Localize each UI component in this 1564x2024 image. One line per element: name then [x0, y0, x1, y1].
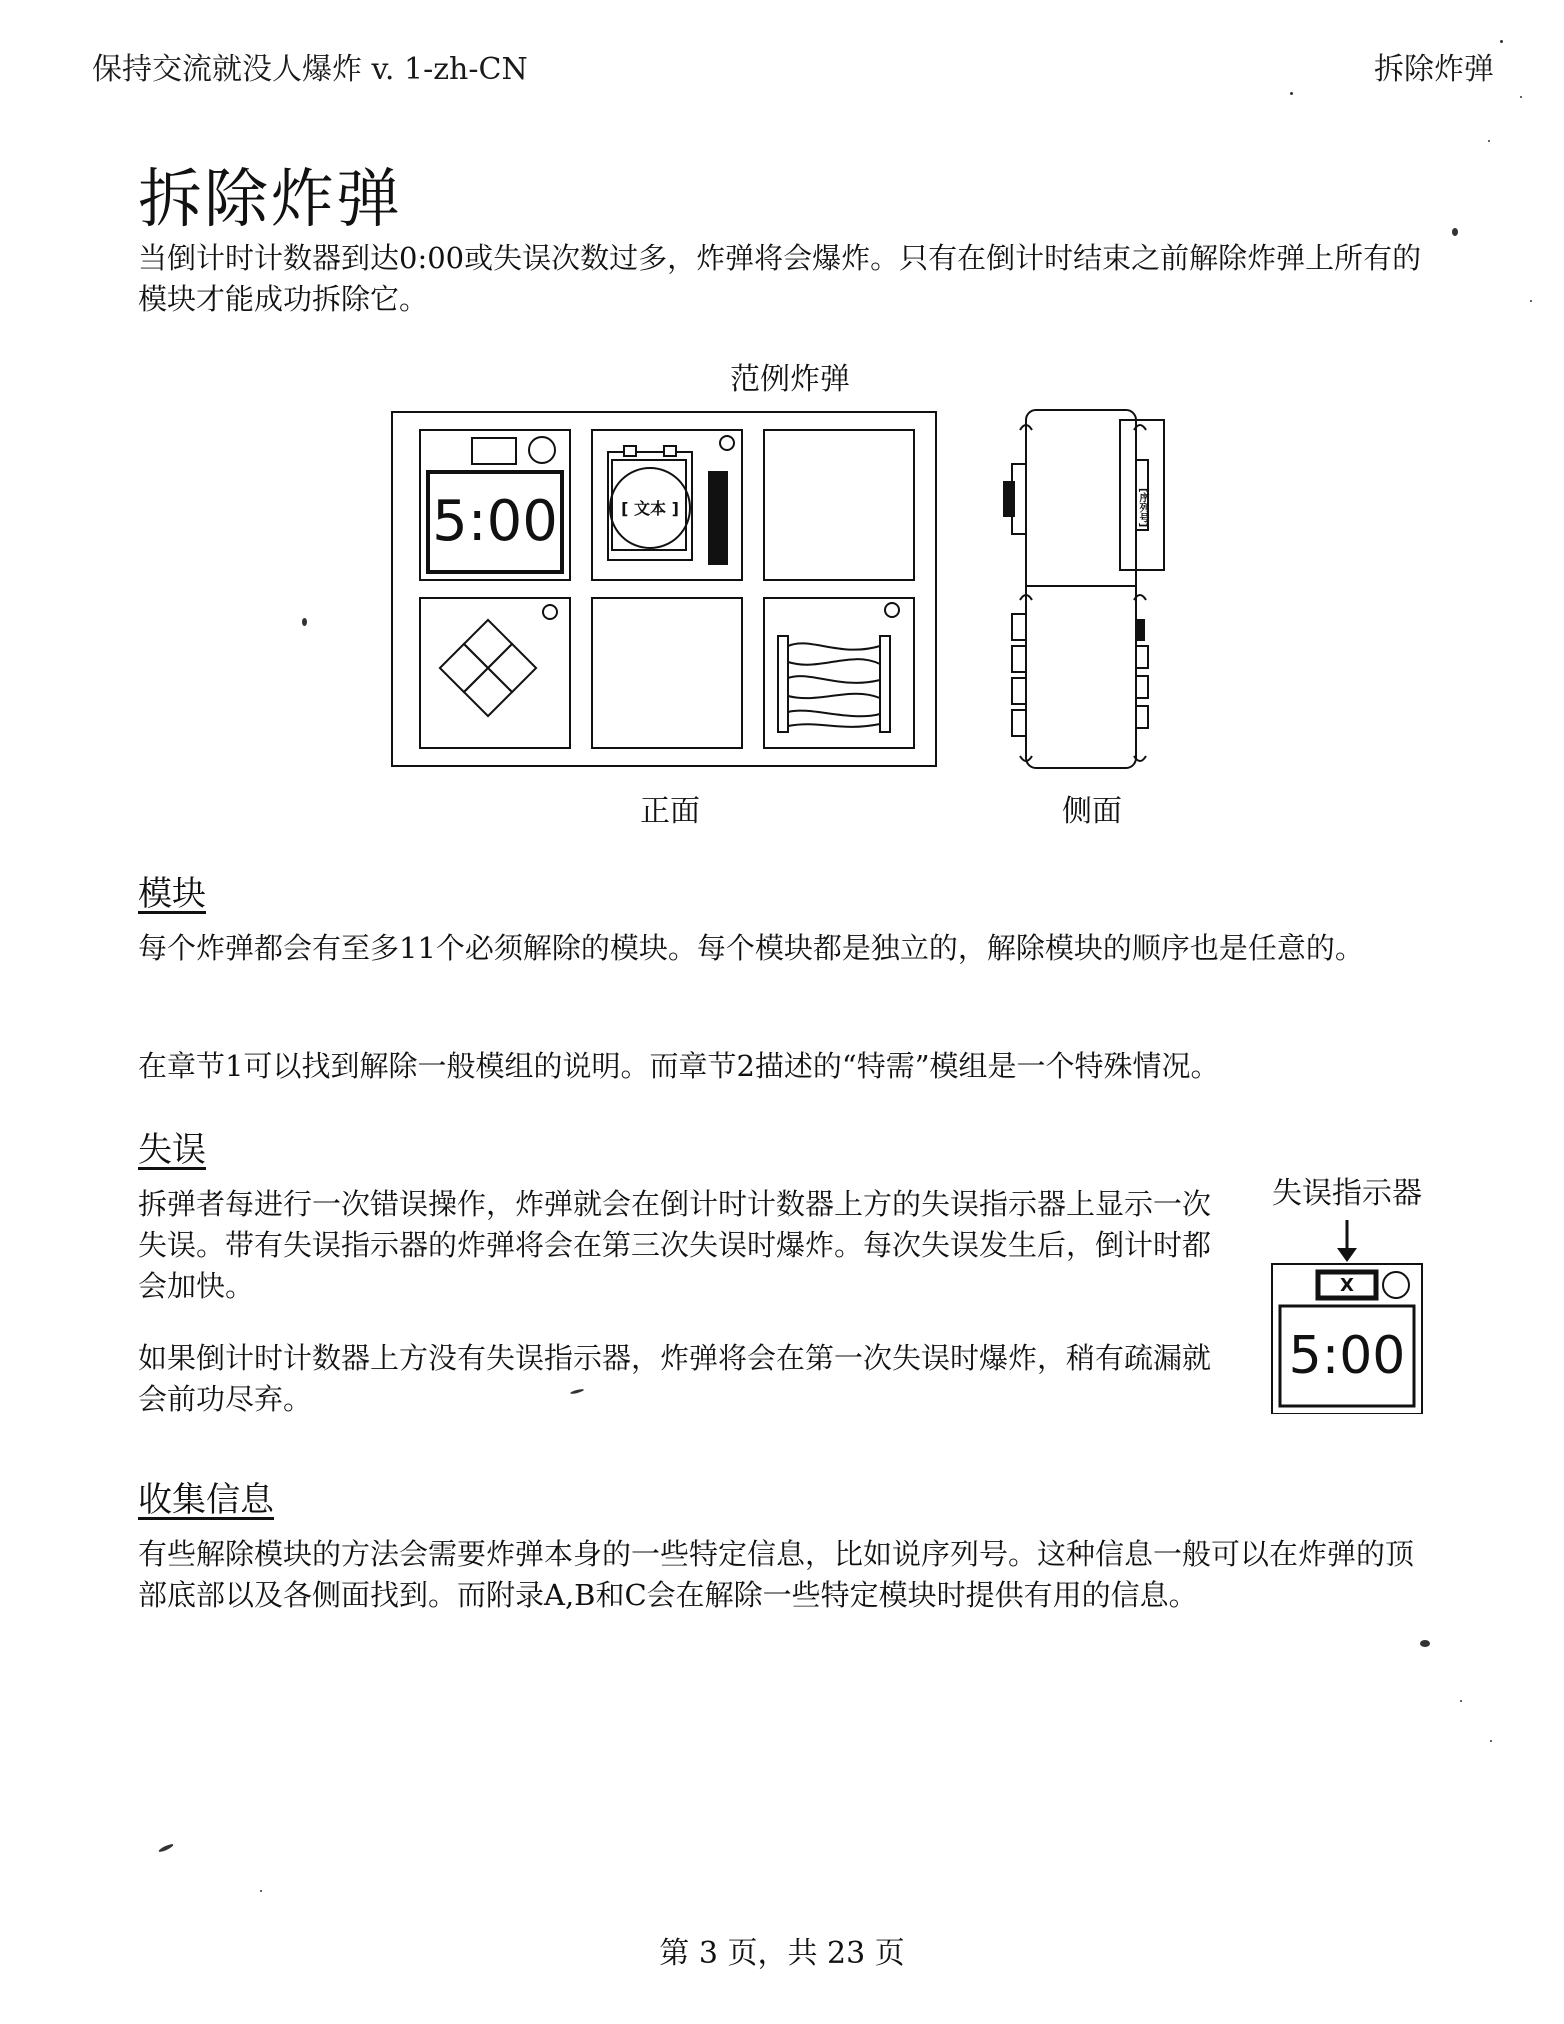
modules-paragraph-2: 在章节1可以找到解除一般模组的说明。而章节2描述的“特需”模组是一个特殊情况。 — [138, 1049, 1220, 1083]
button-label: [ 文本 ] — [621, 499, 679, 518]
info-paragraph: 有些解除模块的方法会需要炸弹本身的一些特定信息，比如说序列号。这种信息一般可以在炸弹的顶部底部以及各侧面找到。而附录A,B和C会在解除一些特定模块时提供有用的信息。 — [138, 1537, 1415, 1612]
example-bomb-figure — [380, 400, 1180, 770]
wire — [788, 724, 880, 727]
strike-timer-display: 5:00 — [1288, 1326, 1406, 1386]
bomb-side-view — [1004, 410, 1164, 768]
modules-paragraph-1: 每个炸弹都会有至多11个必须解除的模块。每个模块都是独立的，解除模块的顺序也是任意的。 — [138, 931, 1364, 965]
module-status-light — [529, 437, 555, 463]
page-title: 拆除炸弹 — [138, 163, 402, 237]
wire-rail-left — [778, 636, 788, 732]
section-heading-info: 收集信息 — [138, 1480, 274, 1520]
button-strip — [709, 472, 727, 564]
timer-display: 5:00 — [432, 489, 558, 554]
wire — [788, 711, 880, 717]
serial-label: [序列号] — [1137, 488, 1148, 528]
module-status-light — [1383, 1272, 1409, 1298]
page-number: 第 3 页，共 23 页 — [659, 1936, 905, 1971]
front-caption: 正面 — [640, 794, 700, 829]
diamond-grid — [440, 620, 536, 716]
empty-module — [592, 598, 742, 748]
bomb-front-frame — [392, 412, 936, 766]
header-doc-title: 保持交流就没人爆炸 v. 1-zh-CN — [92, 52, 528, 87]
strike-box — [472, 438, 516, 464]
intro-paragraph: 当倒计时计数器到达0:00或失误次数过多，炸弹将会爆炸。只有在倒计时结束之前解除炸弹上所有的模块才能成功拆除它。 — [138, 241, 1422, 316]
wire-rail-right — [880, 636, 890, 732]
wire — [788, 676, 880, 683]
strike-mark: X — [1340, 1275, 1354, 1296]
section-heading-strikes: 失误 — [138, 1130, 206, 1170]
bomb-front-view — [392, 412, 936, 766]
strikes-paragraph-1: 拆弹者每进行一次错误操作，炸弹就会在倒计时计数器上方的失误指示器上显示一次失误。带有失误指示器的炸弹将会在第三次失误时爆炸。每次失误发生后，倒计时都会加快。 — [138, 1187, 1212, 1303]
diamond-module — [420, 598, 570, 748]
wire — [788, 659, 880, 665]
section-heading-modules: 模块 — [138, 874, 206, 914]
wire — [788, 694, 880, 698]
arrow-head — [1337, 1248, 1357, 1262]
header-section-title: 拆除炸弹 — [1374, 52, 1494, 87]
empty-module — [764, 430, 914, 580]
strikes-paragraph-2: 如果倒计时计数器上方没有失误指示器，炸弹将会在第一次失误时爆炸，稍有疏漏就会前功尽弃。 — [138, 1341, 1212, 1416]
figure-title: 范例炸弹 — [730, 362, 850, 397]
strike-indicator-caption: 失误指示器 — [1272, 1176, 1422, 1211]
side-caption: 侧面 — [1062, 794, 1122, 829]
wire — [788, 643, 880, 649]
